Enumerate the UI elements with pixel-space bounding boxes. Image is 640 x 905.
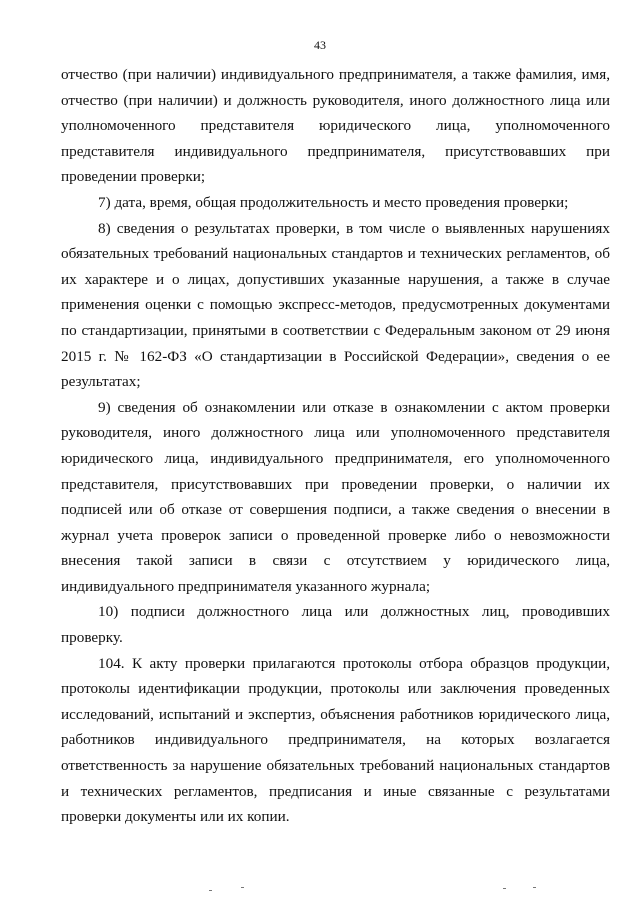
scan-dot [503, 888, 506, 889]
scan-dot [209, 890, 212, 891]
paragraph-item-10: 10) подписи должностного лица или должностных лиц, проводивших проверку. [61, 603, 610, 647]
scan-dot [241, 887, 244, 888]
paragraph-section-104: 104. К акту проверки прилагаются протоколы отбора образцов продукции, протоколы идентификации продукции, протоколы или заключения проведенных исследований, испытаний и экспертиз, объяснения работников юридического лица, работников индивидуального предпринимателя, на которых возлагается ответственность за нарушение обязательных требований национальных стандартов и технических регламентов, предписания и иные связанные с результатами проверки документы или их копии. [61, 654, 610, 826]
document-body [61, 62, 610, 830]
paragraph-item-8: 8) сведения о результатах проверки, в том числе о выявленных нарушениях обязательных требований национальных стандартов и технических регламентов, об их характере и о лицах, допустивших указанные нарушения, а также в случае применения оценки с помощью экспресс-методов, предусмотренных документами по стандартизации, принятыми в соответствии с Федеральным законом от 29 июня 2015 г. № 162-ФЗ «О стандартизации в Российской Федерации», сведения о ее результатах; [61, 219, 610, 391]
page-number: 43 [314, 38, 326, 52]
paragraph-item-7: 7) дата, время, общая продолжительность и место проведения проверки; [98, 193, 569, 211]
paragraph-item-9: 9) сведения об ознакомлении или отказе в ознакомлении с актом проверки руководителя, иного должностного лица или уполномоченного представителя юридического лица, индивидуального предпринимателя, его уполномоченного представителя, присутствовавших при проведении проверки, о наличии их подписей или об отказе от совершения подписи, а также сведения о внесении в журнал учета проверок записи о проведенной проверке либо о невозможности внесения такой записи в связи с отсутствием у юридического лица, индивидуального предпринимателя указанного журнала; [61, 398, 610, 595]
paragraph-continuation: отчество (при наличии) индивидуального предпринимателя, а также фамилия, имя, отчество (при наличии) и должность руководителя, иного должностного лица или уполномоченного представителя юридического лица, уполномоченного представителя индивидуального предпринимателя, присутствовавших при проведении проверки; [61, 66, 610, 186]
scan-dot [533, 887, 536, 888]
scan-artifacts [0, 884, 640, 898]
